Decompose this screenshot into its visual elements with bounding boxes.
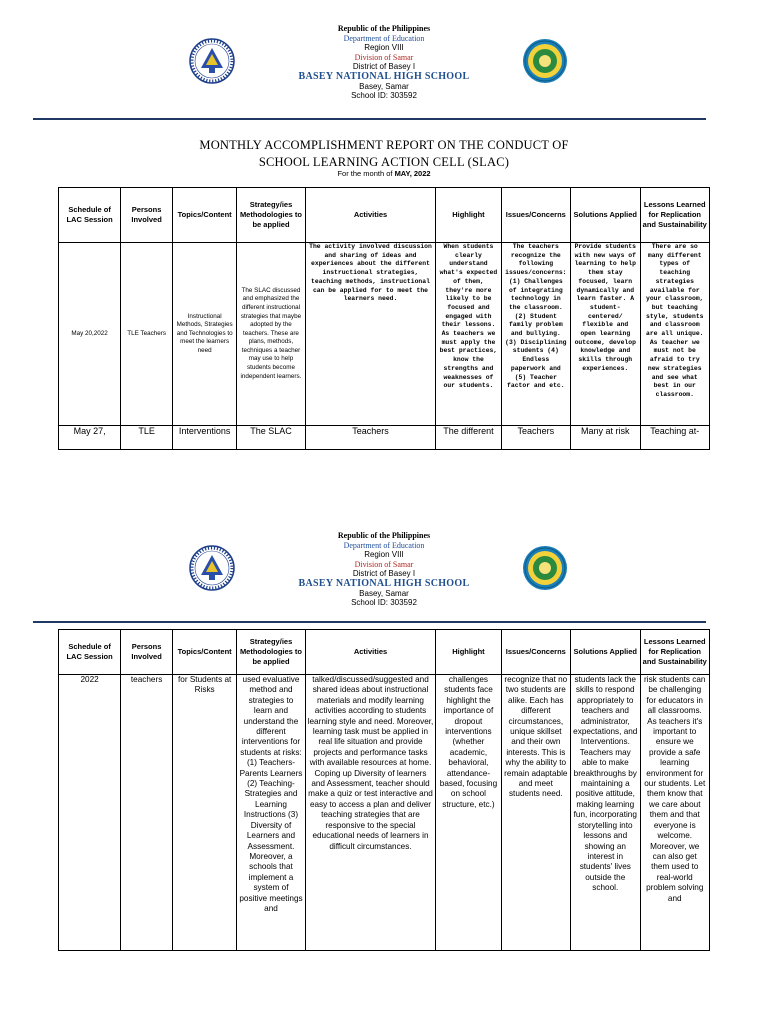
- cell-solutions: Provide students with new ways of learning to help them stay focused, learn dynamically and learn faster. A student-centered/ flexible and open learning outcome, develop knowledge and skills through experiences.: [571, 243, 640, 426]
- school-seal-icon: [522, 545, 568, 591]
- table-row: [59, 675, 710, 951]
- cell-highlight: challenges students face highlight the importance of dropout interventions (whether academic, behavioral, attendance-based, focusing on school structure, etc.): [436, 675, 501, 951]
- district-line: District of Basey I: [352, 62, 416, 72]
- letterhead: [0, 24, 768, 101]
- cell-solutions: students lack the skills to respond appropriately to teachers and administrator, expectations, and Interventions. Teachers may able to make breakthroughs by maintaining a positive attitude, making learning fun, incorporating storytelling into lessons and showing an interest in students' lives outside the school.: [571, 675, 640, 951]
- department-line: Department of Education: [343, 540, 425, 550]
- cell-persons: TLE Teachers: [121, 243, 173, 426]
- header-rule: [33, 118, 706, 120]
- report-month: [0, 169, 768, 178]
- table-header-row: [59, 630, 710, 675]
- school-seal-icon: [522, 38, 568, 84]
- cell-persons: teachers: [121, 675, 173, 951]
- col-schedule: Schedule of LAC Session: [59, 188, 121, 243]
- cell-topics: for Students at Risks: [173, 675, 237, 951]
- school-name: BASEY NATIONAL HIGH SCHOOL: [298, 577, 470, 589]
- cell-strategy: The SLAC: [237, 426, 305, 450]
- slac-report-table: [58, 187, 710, 450]
- cell-lessons: There are so many different types of teaching strategies available for your classroom, but teaching style, students and classroom are all unique. As teacher we must not be afraid to try new strategies and see what best in our classroom.: [640, 243, 710, 426]
- col-lessons: Lessons Learned for Replication and Sustainability: [640, 188, 710, 243]
- school-id: School ID: 303592: [351, 598, 417, 608]
- cell-activities: The activity involved discussion and sharing of ideas and experiences about the different instructional strategies, teaching methods, instructional can be applied for to meet the learners need.: [305, 243, 436, 426]
- col-topics: Topics/Content: [173, 188, 237, 243]
- cell-solutions: Many at risk: [571, 426, 640, 450]
- region-line: Region VIII: [364, 550, 404, 560]
- cell-topics: Interventions: [173, 426, 237, 450]
- cell-issues: recognize that no two students are alike. Each has different circumstances, unique skillset and their own interests. This is why the ability to remain adaptable and meet students need.: [501, 675, 570, 951]
- district-line: District of Basey I: [352, 569, 416, 579]
- report-title-line1: MONTHLY ACCOMPLISHMENT REPORT ON THE CONDUCT OF: [199, 138, 569, 152]
- table-row: [59, 243, 710, 426]
- col-highlight: Highlight: [436, 188, 501, 243]
- col-strategy: Strategy/ies Methodologies to be applied: [237, 188, 305, 243]
- deped-seal-icon: [189, 38, 235, 84]
- division-line: Division of Samar: [354, 52, 414, 62]
- cell-lessons: risk students can be challenging for educators in all classrooms. As teachers it's important to ensure we provide a safe learning environment for our students. Let them know that we care about them and that everyone is welcome. Moreover, we can also get them used to real-world problem solving and: [640, 675, 710, 951]
- col-activities: Activities: [305, 188, 436, 243]
- col-lessons: Lessons Learned for Replication and Sustainability: [640, 630, 710, 675]
- page-gap: [0, 462, 768, 507]
- page-2: [0, 507, 768, 1024]
- col-solutions: Solutions Applied: [571, 188, 640, 243]
- cell-schedule: May 20,2022: [59, 243, 121, 426]
- school-name: BASEY NATIONAL HIGH SCHOOL: [298, 70, 470, 82]
- header-rule: [33, 621, 706, 623]
- cell-highlight: The different: [436, 426, 501, 450]
- deped-seal-icon: [189, 545, 235, 591]
- col-solutions: Solutions Applied: [571, 630, 640, 675]
- col-issues: Issues/Concerns: [501, 630, 570, 675]
- month-value: MAY, 2022: [394, 169, 431, 178]
- col-topics: Topics/Content: [173, 630, 237, 675]
- cell-schedule: 2022: [59, 675, 121, 951]
- col-activities: Activities: [305, 630, 436, 675]
- cell-strategy: The SLAC discussed and emphasized the different instructional strategies that maybe adopted by the teachers. These are plans, methods, techniques a teacher may use to help students become independent learners.: [237, 243, 305, 426]
- col-strategy: Strategy/ies Methodologies to be applied: [237, 630, 305, 675]
- month-prefix: For the month of: [337, 169, 395, 178]
- cell-activities: Teachers: [305, 426, 436, 450]
- col-highlight: Highlight: [436, 630, 501, 675]
- table-header-row: [59, 188, 710, 243]
- col-issues: Issues/Concerns: [501, 188, 570, 243]
- table-row: [59, 426, 710, 450]
- department-line: Department of Education: [343, 33, 425, 43]
- cell-lessons: Teaching at-: [640, 426, 710, 450]
- letterhead: [0, 531, 768, 608]
- col-schedule: Schedule of LAC Session: [59, 630, 121, 675]
- cell-persons: TLE: [121, 426, 173, 450]
- cell-schedule: May 27,: [59, 426, 121, 450]
- cell-activities: talked/discussed/suggested and shared ideas about instructional materials and modify learning activities according to students learning style and need. Moreover, learning task must be applied in real life situation and provide projects and performance tasks with available resources at home. Coping up Diversity of learners and Assessment, teacher should make a quiz or test interactive and easy to access a plan and deliver teaching strategies that are responsive to the special educational needs of learners in difficult circumstances.: [305, 675, 436, 951]
- republic-line: Republic of the Philippines: [337, 531, 431, 540]
- cell-topics: Instructional Methods, Strategies and Technologies to meet the learners need: [173, 243, 237, 426]
- division-line: Division of Samar: [354, 559, 414, 569]
- cell-highlight: When students clearly understand what's expected of them, they're more likely to be focused and engaged with their lessons. As teachers we must apply the best practices, know the strengths and weaknesses of our students.: [436, 243, 501, 426]
- report-title-line2: SCHOOL LEARNING ACTION CELL (SLAC): [258, 155, 510, 169]
- school-address: Basey, Samar: [359, 588, 409, 598]
- school-address: Basey, Samar: [359, 81, 409, 91]
- col-persons: Persons Involved: [121, 630, 173, 675]
- page-1: [0, 0, 768, 462]
- cell-strategy: used evaluative method and strategies to learn and understand the different interventions for students at risks: (1) Teachers-Parents Learners (2) Teaching-Strategies and Learning Instructions (3) Diversity of Learners and Assessment. Moreover, a schools that implement a system of positive meetings and: [237, 675, 305, 951]
- region-line: Region VIII: [364, 43, 404, 53]
- cell-issues: The teachers recognize the following issues/concerns: (1) Challenges of integrating technology in the classroom. (2) Student family problem and bullying. (3) Disciplining students (4) Endless paperwork and (5) Teacher factor and etc.: [501, 243, 570, 426]
- col-persons: Persons Involved: [121, 188, 173, 243]
- slac-report-table-continued: [58, 629, 710, 951]
- republic-line: Republic of the Philippines: [337, 24, 431, 33]
- school-id: School ID: 303592: [351, 91, 417, 101]
- cell-issues: Teachers: [501, 426, 570, 450]
